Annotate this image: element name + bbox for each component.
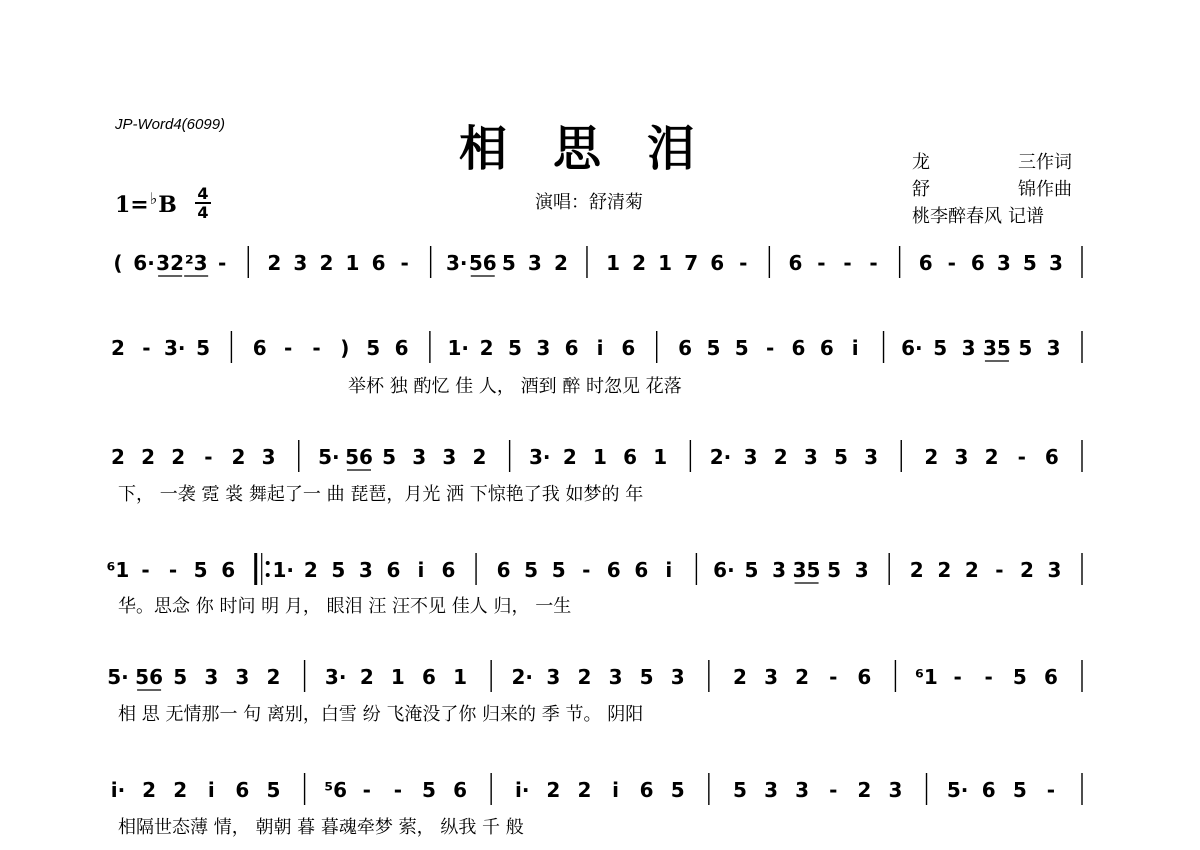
jianpu-note: 5 — [1022, 251, 1037, 275]
jianpu-note: 56 — [345, 445, 373, 469]
jianpu-note: - — [765, 336, 775, 360]
jianpu-note: 3 — [1048, 251, 1063, 275]
jianpu-note: 2 — [142, 778, 157, 802]
jianpu-note: 1 — [606, 251, 620, 275]
jianpu-note: - — [829, 665, 838, 689]
jianpu-note: - — [953, 665, 962, 689]
jianpu-note: i — [612, 778, 619, 802]
jianpu-note: 3 — [261, 445, 276, 469]
jianpu-note: 1· — [272, 558, 295, 582]
credit-role: 作词 — [1036, 152, 1072, 173]
jianpu-note: 6· — [133, 251, 155, 275]
jianpu-note: 2 — [964, 558, 979, 582]
jianpu-note: 2 — [173, 778, 188, 802]
jianpu-note: - — [362, 778, 371, 802]
jianpu-note: ⁶1 — [915, 665, 938, 689]
jianpu-note: 3 — [803, 445, 818, 469]
jianpu-note: 6 — [606, 558, 621, 582]
jianpu-note: 6 — [857, 665, 872, 689]
jianpu-note: 2· — [511, 665, 534, 689]
jianpu-note: 2 — [472, 445, 487, 469]
jianpu-note: - — [141, 558, 150, 582]
jianpu-note: i — [207, 778, 215, 802]
jianpu-note: 1 — [453, 665, 468, 689]
jianpu-note: 6 — [621, 336, 636, 360]
credit-name: 桃李醉春风 — [912, 206, 1002, 227]
jianpu-note: 3 — [764, 778, 778, 802]
jianpu-note: 1· — [447, 336, 469, 360]
jianpu-note: 2 — [937, 558, 952, 582]
jianpu-note: 5 — [734, 336, 749, 360]
jianpu-note: i — [665, 558, 673, 582]
jianpu-note: 3· — [324, 665, 347, 689]
jianpu-note: 3 — [527, 251, 542, 275]
jianpu-note: 32 — [156, 251, 185, 275]
jianpu-note: i — [596, 336, 604, 360]
jianpu-note: 3 — [854, 558, 869, 582]
software-watermark: JP-Word4(6099) — [115, 116, 226, 133]
jianpu-note: 3 — [1047, 558, 1062, 582]
jianpu-note: 2 — [111, 445, 125, 469]
jianpu-note: 5 — [501, 251, 516, 275]
jianpu-note: 3 — [608, 665, 623, 689]
jianpu-note: 2· — [709, 445, 732, 469]
jianpu-note: 3 — [864, 445, 879, 469]
jianpu-note: 1 — [345, 251, 360, 275]
repeat-dot — [266, 561, 270, 565]
jianpu-note: 2 — [141, 445, 156, 469]
jianpu-note: - — [947, 251, 956, 275]
jianpu-note: 2 — [171, 445, 186, 469]
jianpu-note: - — [582, 558, 591, 582]
meter-bottom: 4 — [197, 203, 209, 222]
jianpu-note: 5 — [827, 558, 842, 582]
jianpu-note: 2 — [111, 336, 125, 360]
jianpu-note: ( — [113, 251, 123, 275]
jianpu-note: 2 — [577, 665, 592, 689]
lyrics-line: 下， 一袭 霓 裳 舞起了一 曲 琵琶，月光 洒 下惊艳了我 如梦的 年 — [118, 484, 644, 505]
jianpu-note: 6 — [221, 558, 236, 582]
jianpu-note: 1 — [593, 445, 607, 469]
lyrics-line: 相 思 无情那一 句 离别，白雪 纷 飞淹没了你 归来的 季 节。 阴阳 — [118, 704, 644, 725]
jianpu-note: 6 — [639, 778, 654, 802]
jianpu-note: 3 — [954, 445, 969, 469]
jianpu-note: 3· — [528, 445, 551, 469]
jianpu-note: 3 — [358, 558, 373, 582]
jianpu-note: 5· — [107, 665, 129, 689]
jianpu-note: - — [843, 251, 852, 275]
jianpu-note: - — [829, 778, 838, 802]
jianpu-note: 6 — [564, 336, 579, 360]
jianpu-note: 2 — [632, 251, 647, 275]
credit-name: 龙三 — [912, 152, 1036, 173]
jianpu-note: 6 — [634, 558, 649, 582]
jianpu-note: 6 — [422, 665, 436, 689]
credit-role: 作曲 — [1036, 179, 1072, 200]
jianpu-note: 6 — [1043, 665, 1058, 689]
jianpu-note: 2 — [479, 336, 494, 360]
jianpu-note: 3 — [293, 251, 308, 275]
jianpu-note: 2 — [359, 665, 374, 689]
jianpu-note: 1 — [390, 665, 405, 689]
jianpu-note: 6 — [918, 251, 933, 275]
jianpu-note: 6 — [386, 558, 401, 582]
jianpu-note: 6 — [819, 336, 834, 360]
jianpu-note: 3 — [888, 778, 903, 802]
jianpu-note: - — [393, 778, 403, 802]
credit-role: 记谱 — [1008, 206, 1044, 227]
lyrics-line: 举杯 独 酌忆 佳 人， 酒到 醉 时忽见 花落 — [348, 376, 682, 397]
jianpu-note: 3 — [795, 778, 810, 802]
jianpu-note: 5 — [744, 558, 759, 582]
jianpu-note: 35 — [792, 558, 821, 582]
key-letter: B — [158, 192, 177, 218]
song-title: 相思泪 — [458, 121, 741, 177]
jianpu-note: - — [995, 558, 1004, 582]
jianpu-note: 6· — [713, 558, 735, 582]
credit-name: 舒锦 — [912, 179, 1036, 200]
jianpu-note: 3 — [536, 336, 551, 360]
jianpu-note: 6 — [453, 778, 468, 802]
jianpu-note: i· — [110, 778, 126, 802]
jianpu-note: 5 — [551, 558, 566, 582]
jianpu-note: 6 — [1044, 445, 1059, 469]
jianpu-note: 3 — [670, 665, 685, 689]
jianpu-note: 6 — [252, 336, 267, 360]
jianpu-note: 2 — [1019, 558, 1034, 582]
jianpu-note: 6 — [981, 778, 996, 802]
jianpu-note: 2 — [553, 251, 568, 275]
jianpu-note: 3 — [442, 445, 457, 469]
jianpu-note: 2 — [577, 778, 592, 802]
jianpu-note: - — [984, 665, 993, 689]
jianpu-note: 5 — [422, 778, 436, 802]
jianpu-note: - — [204, 445, 213, 469]
jianpu-note: 5 — [173, 665, 188, 689]
jianpu-note: ) — [340, 336, 350, 360]
jianpu-note: 3 — [996, 251, 1011, 275]
jianpu-note: 3 — [235, 665, 250, 689]
jianpu-note: 3· — [163, 336, 186, 360]
jianpu-note: 3 — [764, 665, 778, 689]
jianpu-note: 6 — [394, 336, 409, 360]
jianpu-note: 5· — [318, 445, 340, 469]
jianpu-note: 5 — [366, 336, 381, 360]
jianpu-note: ⁶1 — [106, 558, 130, 582]
jianpu-note: 5 — [382, 445, 397, 469]
meter-top: 4 — [197, 184, 209, 203]
jianpu-note: 3 — [412, 445, 427, 469]
jianpu-note: 6 — [791, 336, 806, 360]
jianpu-note: 5 — [670, 778, 685, 802]
jianpu-note: - — [1046, 778, 1056, 802]
jianpu-note: 5· — [946, 778, 969, 802]
jianpu-note: 2 — [773, 445, 788, 469]
jianpu-note: 5 — [1012, 665, 1027, 689]
jianpu-note: 2 — [546, 778, 561, 802]
jianpu-note: 3 — [743, 445, 758, 469]
lyrics-line: 华。思念 你 时问 明 月， 眼泪 汪 汪不见 佳人 归， 一生 — [118, 596, 572, 617]
jianpu-note: 3 — [961, 336, 976, 360]
jianpu-note: 6· — [901, 336, 923, 360]
jianpu-note: 5 — [732, 778, 747, 802]
jianpu-note: 2 — [909, 558, 924, 582]
jianpu-note: 3 — [204, 665, 219, 689]
jianpu-note: 1 — [658, 251, 673, 275]
jianpu-note: 6 — [235, 778, 250, 802]
jianpu-note: 2 — [562, 445, 577, 469]
jianpu-note: 5 — [507, 336, 522, 360]
jianpu-note: 56 — [135, 665, 164, 689]
jianpu-note: - — [817, 251, 826, 275]
jianpu-note: 6 — [710, 251, 725, 275]
jianpu-note: - — [168, 558, 178, 582]
jianpu-note: 6 — [441, 558, 456, 582]
jianpu-note: 1 — [653, 445, 668, 469]
lyrics-line: 相隔世态薄 情， 朝朝 暮 暮魂牵梦 萦， 纵我 千 般 — [118, 817, 524, 838]
jianpu-note: 6 — [496, 558, 511, 582]
jianpu-note: - — [218, 251, 227, 275]
singer-label: 演唱：舒清菊 — [535, 192, 643, 213]
jianpu-note: 3· — [445, 251, 468, 275]
jianpu-note: 35 — [983, 336, 1011, 360]
jianpu-note: 5 — [266, 778, 281, 802]
jianpu-note: - — [142, 336, 151, 360]
jianpu-note: 2 — [924, 445, 939, 469]
jianpu-note: 2 — [732, 665, 747, 689]
jianpu-note: 3 — [772, 558, 786, 582]
repeat-dot — [266, 573, 270, 577]
jianpu-note: 5 — [331, 558, 346, 582]
jianpu-note: - — [1017, 445, 1026, 469]
jianpu-note: 5 — [639, 665, 654, 689]
jianpu-note: 5 — [834, 445, 848, 469]
jianpu-note: i — [417, 558, 425, 582]
jianpu-note: 5 — [196, 336, 211, 360]
jianpu-note: 5 — [933, 336, 948, 360]
jianpu-note: - — [312, 336, 321, 360]
jianpu-note: - — [739, 251, 748, 275]
jianpu-note: - — [400, 251, 409, 275]
jianpu-note: 2 — [303, 558, 318, 582]
jianpu-note: 3 — [1046, 336, 1061, 360]
jianpu-note: 2 — [857, 778, 872, 802]
jianpu-note: 3 — [546, 665, 561, 689]
jianpu-note: i· — [515, 778, 530, 802]
jianpu-note: 5 — [706, 336, 721, 360]
jianpu-note: 5 — [193, 558, 208, 582]
jianpu-note: 2 — [267, 251, 282, 275]
jianpu-note: 6 — [678, 336, 693, 360]
jianpu-note: ²3 — [184, 251, 208, 275]
jianpu-note: 5 — [524, 558, 539, 582]
jianpu-note: 6 — [788, 251, 803, 275]
jianpu-note: 7 — [684, 251, 699, 275]
jianpu-note: - — [283, 336, 293, 360]
jianpu-note: 2 — [231, 445, 246, 469]
jianpu-note: 5 — [1012, 778, 1027, 802]
jianpu-note: 5 — [1018, 336, 1033, 360]
jianpu-note: ⁵6 — [324, 778, 348, 802]
jianpu-note: 6 — [970, 251, 985, 275]
jianpu-note: 6 — [623, 445, 638, 469]
jianpu-note: 2 — [319, 251, 334, 275]
jianpu-note: i — [851, 336, 859, 360]
jianpu-note: 2 — [266, 665, 281, 689]
jianpu-note: 6 — [371, 251, 386, 275]
flat-sign: ♭ — [149, 189, 158, 208]
jianpu-note: 56 — [468, 251, 497, 275]
jianpu-note: 2 — [984, 445, 999, 469]
jianpu-note: 2 — [795, 665, 810, 689]
key-prefix: 1= — [115, 192, 149, 218]
jianpu-note: - — [869, 251, 878, 275]
